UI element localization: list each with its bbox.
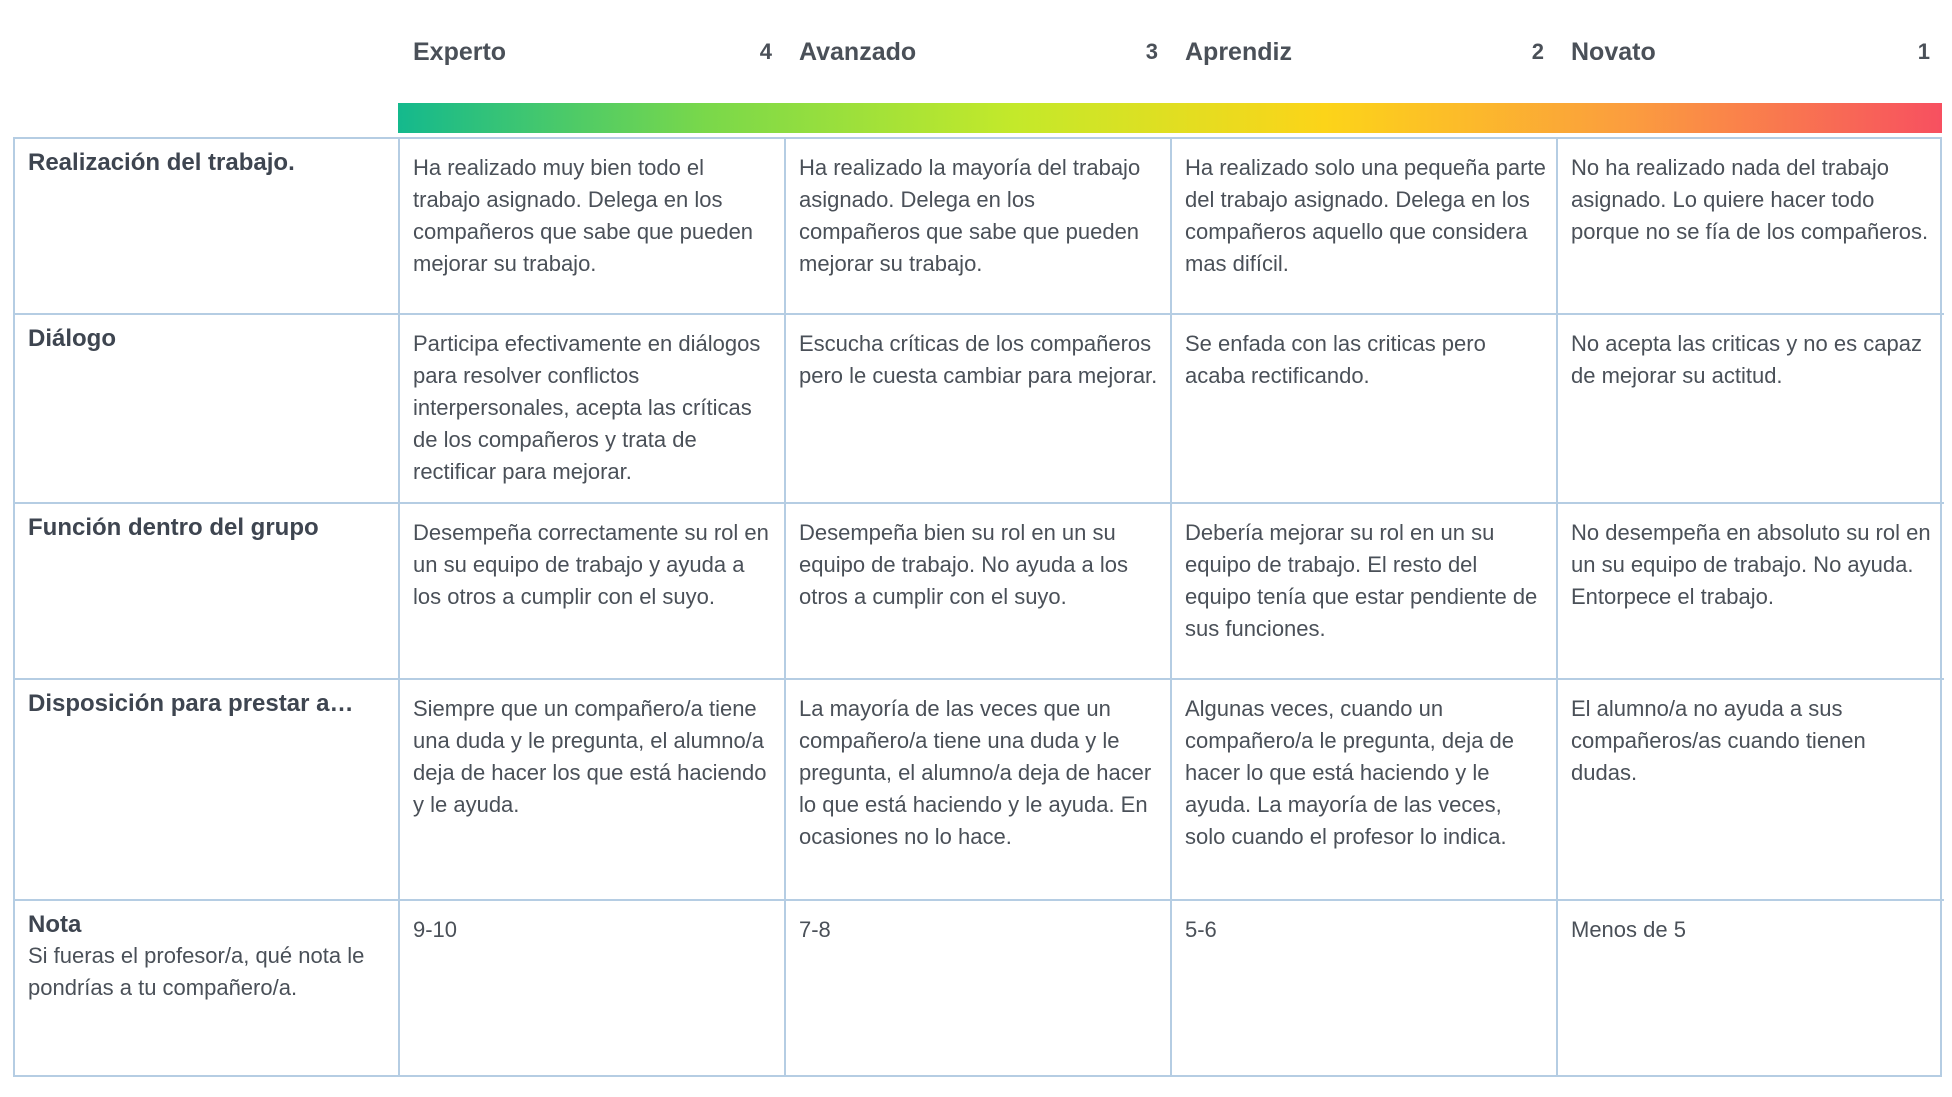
criterion-subtext: Si fueras el profesor/a, qué nota le pondrías a tu compañero/a. (28, 943, 365, 1000)
descriptor-cell: Desempeña correctamente su rol en un su equipo de trabajo y ayuda a los otros a cumplir con el suyo. (400, 504, 786, 680)
level-score: 2 (1531, 39, 1544, 64)
criterion-label: Diálogo (28, 325, 116, 352)
descriptor-cell: Ha realizado solo una pequeña parte del trabajo asignado. Delega en los compañeros aquello que considera mas difícil. (1172, 139, 1558, 315)
criterion-cell-disposicion (15, 680, 400, 901)
descriptor-cell: Participa efectivamente en diálogos para resolver conflictos interpersonales, acepta las críticas de los compañeros y trata de rectificar para mejorar. (400, 315, 786, 504)
level-header-row (13, 0, 1942, 103)
level-header-avanzado (784, 0, 1170, 103)
score-gradient-bar (398, 103, 1942, 133)
level-name: Novato (1571, 38, 1656, 66)
grade-cell: 9-10 (400, 901, 786, 1075)
criterion-label: Nota (28, 911, 82, 938)
header-spacer (13, 0, 398, 103)
level-header-novato (1556, 0, 1942, 103)
descriptor-cell: El alumno/a no ayuda a sus compañeros/as cuando tienen dudas. (1558, 680, 1944, 901)
descriptor-cell: No desempeña en absoluto su rol en un su equipo de trabajo. No ayuda. Entorpece el trabajo. (1558, 504, 1944, 680)
criterion-label: Función dentro del grupo (28, 514, 319, 541)
grade-cell: 7-8 (786, 901, 1172, 1075)
grade-cell: Menos de 5 (1571, 917, 1686, 942)
descriptor-cell: Algunas veces, cuando un compañero/a le pregunta, deja de hacer lo que está haciendo y le ayuda. La mayoría de las veces, solo cuando el profesor lo indica. (1172, 680, 1558, 901)
level-score: 1 (1917, 39, 1930, 64)
rubric (13, 0, 1942, 1077)
descriptor-cell: Desempeña bien su rol en un su equipo de trabajo. No ayuda a los otros a cumplir con el suyo. (786, 504, 1172, 680)
level-header-experto (398, 0, 784, 103)
level-header-aprendiz (1170, 0, 1556, 103)
level-score: 3 (1145, 39, 1158, 64)
descriptor-cell: No ha realizado nada del trabajo asignado. Lo quiere hacer todo porque no se fía de los compañeros. (1558, 139, 1944, 315)
level-score: 4 (759, 39, 772, 64)
rubric-grid (13, 137, 1942, 1077)
descriptor-cell: Debería mejorar su rol en un su equipo de trabajo. El resto del equipo tenía que estar pendiente de sus funciones. (1172, 504, 1558, 680)
criterion-cell-nota (15, 901, 400, 1075)
criterion-cell-dialogo (15, 315, 400, 504)
criterion-cell-realizacion (15, 139, 400, 315)
descriptor-cell: Ha realizado la mayoría del trabajo asignado. Delega en los compañeros que sabe que pueden mejorar su trabajo. (786, 139, 1172, 315)
descriptor-cell: No acepta las criticas y no es capaz de mejorar su actitud. (1558, 315, 1944, 504)
descriptor-cell: Siempre que un compañero/a tiene una duda y le pregunta, el alumno/a deja de hacer los que está haciendo y le ayuda. (400, 680, 786, 901)
descriptor-cell: Ha realizado muy bien todo el trabajo asignado. Delega en los compañeros que sabe que pueden mejorar su trabajo. (400, 139, 786, 315)
level-name: Experto (413, 38, 507, 66)
criterion-label: Realización del trabajo. (28, 149, 295, 176)
criterion-cell-funcion (15, 504, 400, 680)
level-name: Aprendiz (1185, 38, 1292, 66)
level-name: Avanzado (799, 38, 917, 66)
descriptor-cell: La mayoría de las veces que un compañero/a tiene una duda y le pregunta, el alumno/a deja de hacer lo que está haciendo y le ayuda. En ocasiones no lo hace. (786, 680, 1172, 901)
grade-cell: 5-6 (1172, 901, 1558, 1075)
descriptor-cell: Se enfada con las criticas pero acaba rectificando. (1172, 315, 1558, 504)
criterion-label: Disposición para prestar a… (28, 690, 354, 717)
descriptor-cell: Escucha críticas de los compañeros pero le cuesta cambiar para mejorar. (786, 315, 1172, 504)
